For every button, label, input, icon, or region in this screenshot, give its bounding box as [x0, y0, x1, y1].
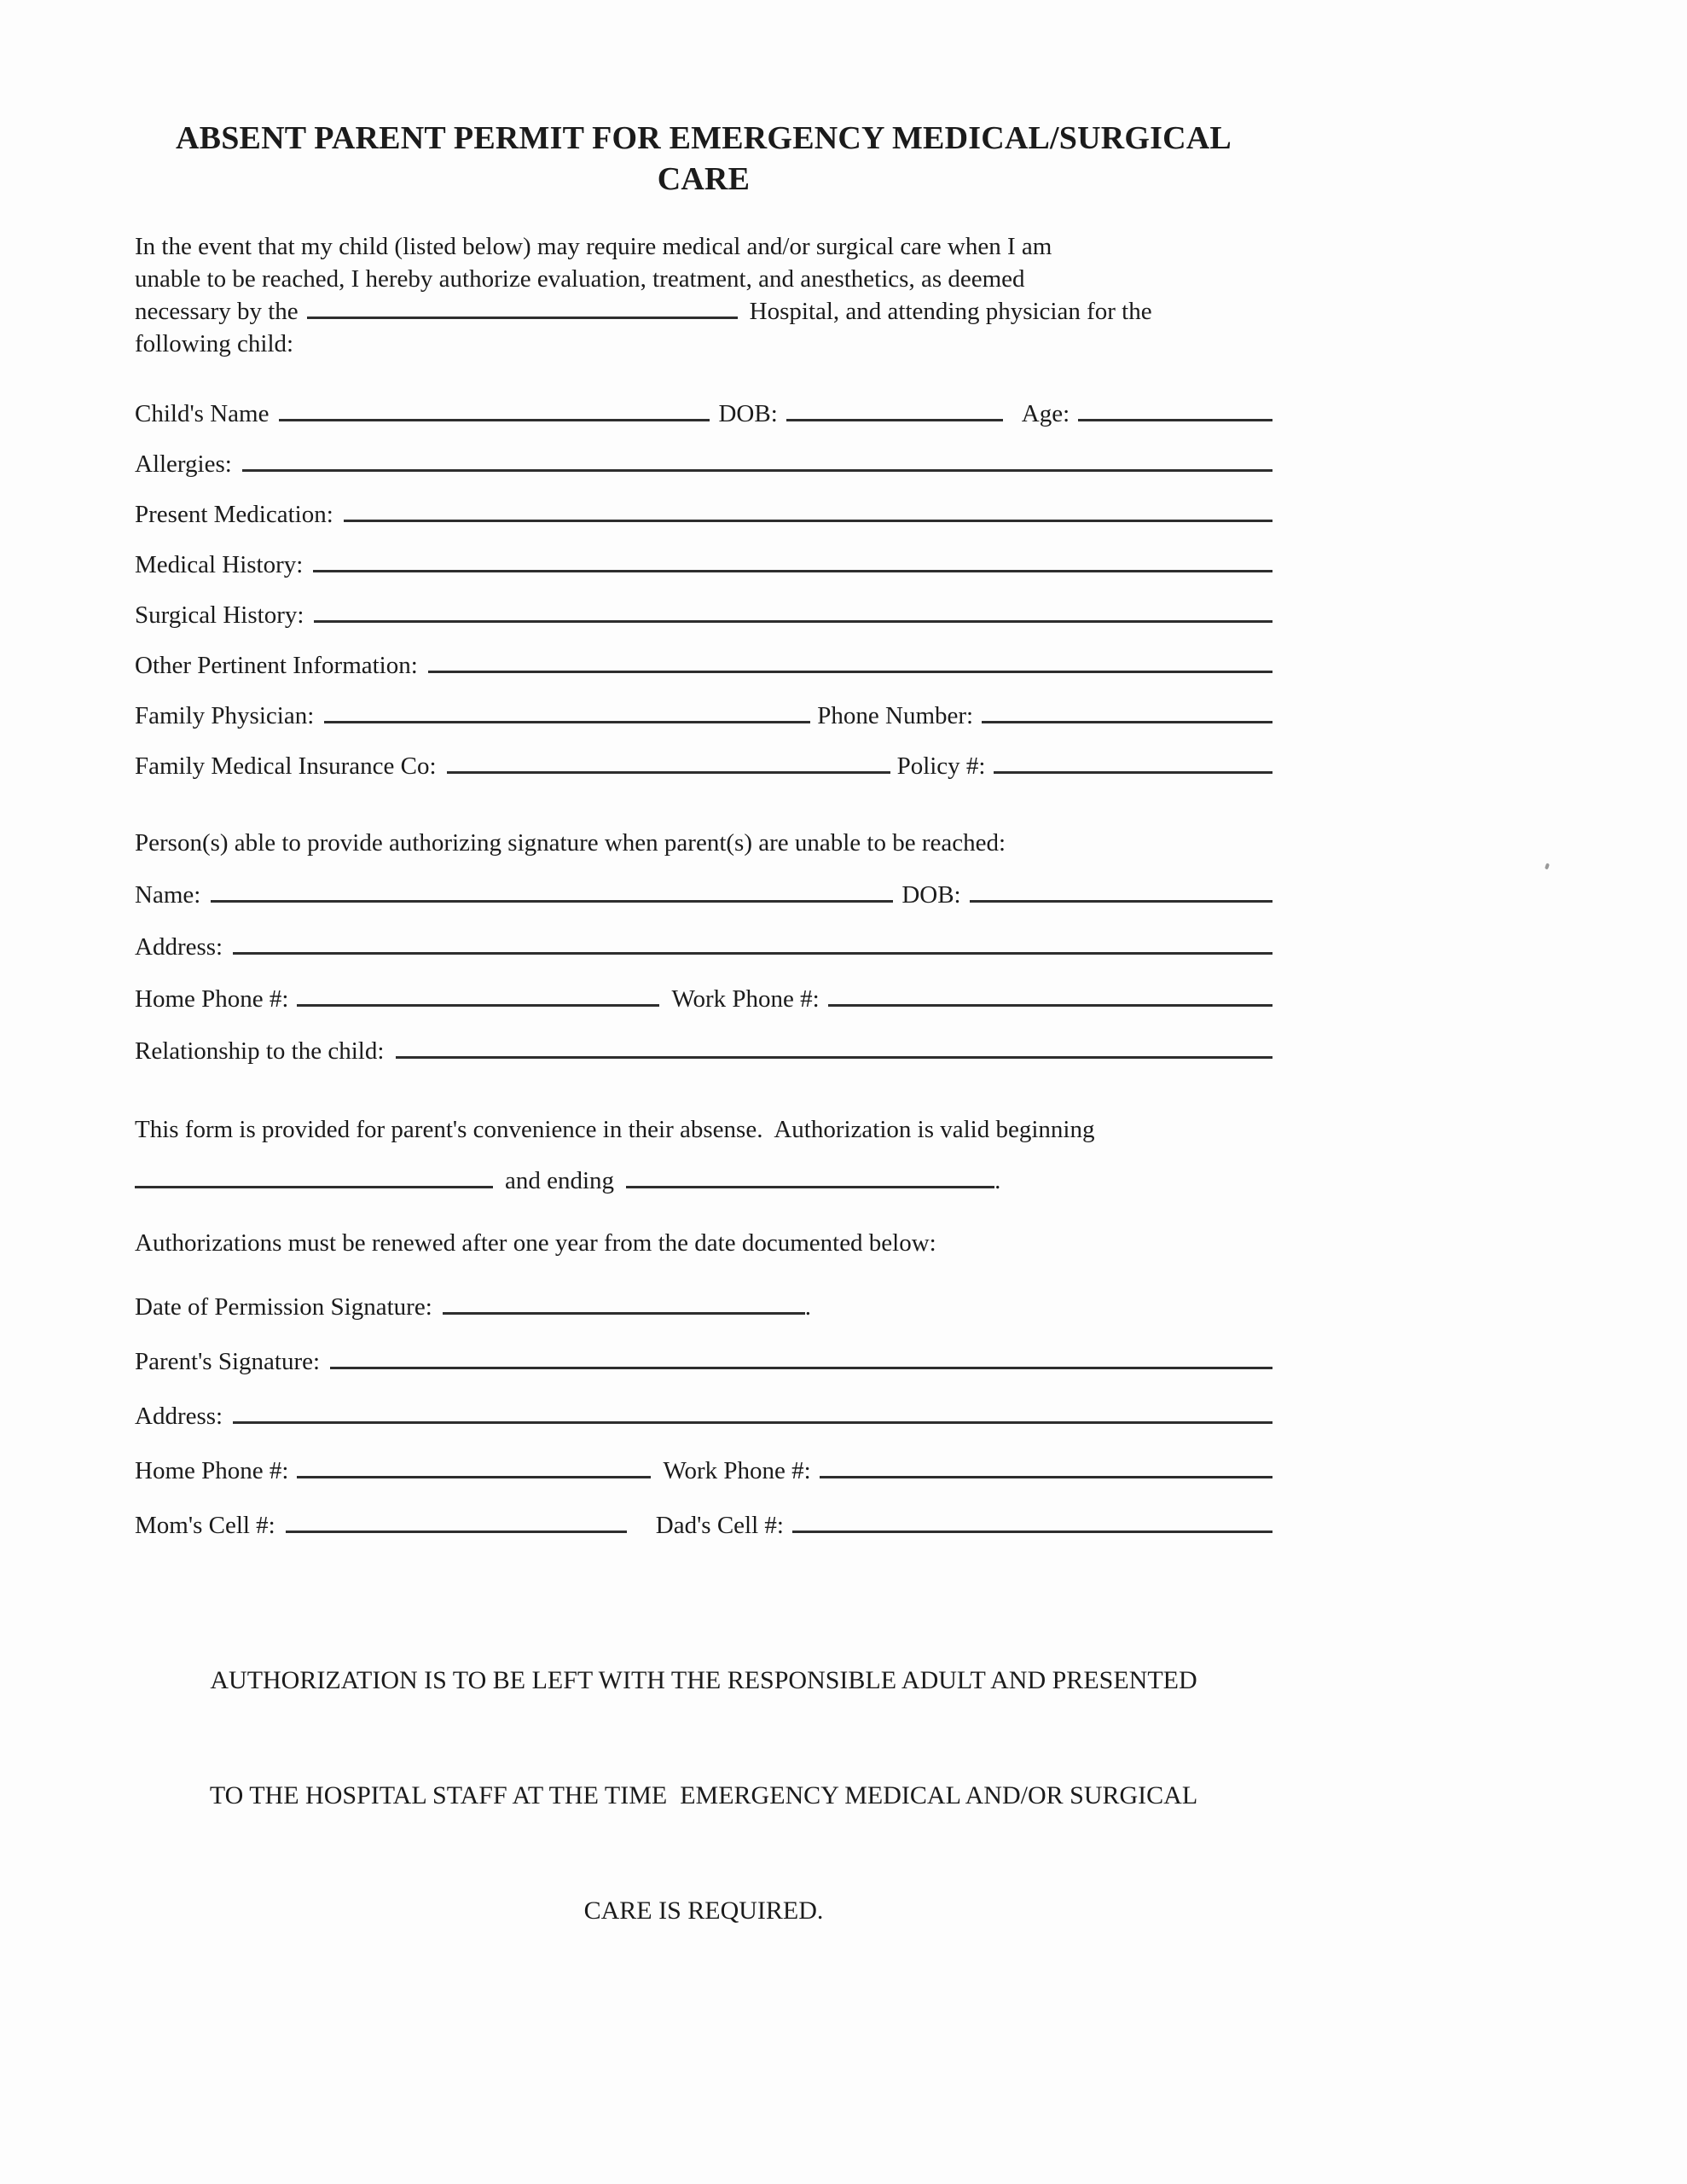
hospital-name-blank: [307, 317, 738, 319]
child-name-blank: [279, 419, 710, 421]
authorizer-name-label: Name:: [135, 881, 201, 909]
parent-home-phone-blank: [297, 1476, 651, 1478]
footer-notice: [135, 1584, 1272, 2007]
hospital-label-after: Hospital, and attending physician for the: [749, 298, 1152, 325]
intro-line-4: following child:: [135, 330, 294, 357]
policy-blank: [994, 771, 1272, 774]
medical-history-row: [135, 549, 1272, 581]
form-content: [135, 118, 1272, 2007]
footer-line-3: CARE IS REQUIRED.: [583, 1896, 824, 1925]
parent-signature-blank: [330, 1367, 1272, 1369]
surgical-history-blank: [314, 620, 1272, 623]
allergies-blank: [242, 469, 1272, 472]
policy-label: Policy #:: [896, 752, 986, 780]
present-medication-blank: [344, 520, 1272, 522]
parent-phones-row: [135, 1455, 1272, 1487]
dads-cell-label: Dad's Cell #:: [655, 1512, 784, 1539]
renewal-note: Authorizations must be renewed after one year from the date documented below:: [135, 1229, 936, 1257]
surgical-history-label: Surgical History:: [135, 601, 304, 629]
date-of-signature-blank: [443, 1312, 805, 1315]
intro-paragraph: [135, 230, 1272, 360]
validity-period: .: [994, 1167, 1001, 1194]
dads-cell-blank: [792, 1531, 1272, 1533]
present-medication-row: [135, 498, 1272, 531]
child-info-section: [135, 398, 1272, 782]
authorizer-name-blank: [211, 900, 893, 903]
family-physician-label: Family Physician:: [135, 702, 315, 729]
parent-home-phone-label: Home Phone #:: [135, 1457, 289, 1484]
allergies-row: [135, 448, 1272, 480]
medical-history-blank: [313, 570, 1272, 572]
authorizer-address-label: Address:: [135, 933, 223, 961]
authorizer-work-phone-blank: [828, 1004, 1272, 1007]
phone-number-blank: [982, 721, 1272, 723]
authorizer-home-phone-blank: [297, 1004, 659, 1007]
hospital-label-before: necessary by the: [135, 298, 299, 325]
authorizer-work-phone-label: Work Phone #:: [671, 985, 820, 1013]
and-ending-label: and ending: [505, 1167, 615, 1194]
insurance-blank: [447, 771, 890, 774]
footer-line-2: TO THE HOSPITAL STAFF AT THE TIME EMERGENCY MEDICAL AND/OR SURGICAL: [209, 1781, 1198, 1809]
child-dob-label: DOB:: [718, 400, 778, 427]
parent-work-phone-label: Work Phone #:: [663, 1457, 811, 1484]
intro-line-3: [135, 295, 1272, 328]
medical-history-label: Medical History:: [135, 551, 304, 578]
present-medication-label: Present Medication:: [135, 501, 333, 528]
parent-address-row: [135, 1400, 1272, 1432]
insurance-row: [135, 750, 1272, 782]
authorizer-home-phone-label: Home Phone #:: [135, 985, 289, 1013]
family-physician-row: [135, 700, 1272, 732]
parent-address-label: Address:: [135, 1403, 223, 1430]
parent-signature-row: [135, 1345, 1272, 1378]
date-of-signature-label: Date of Permission Signature:: [135, 1293, 432, 1321]
moms-cell-label: Mom's Cell #:: [135, 1512, 275, 1539]
authorizer-heading: Person(s) able to provide authorizing signature when parent(s) are unable to be reached:: [135, 829, 1006, 857]
authorizer-phones-row: [135, 983, 1272, 1015]
parent-work-phone-blank: [820, 1476, 1272, 1478]
date-period: .: [804, 1293, 812, 1321]
authorizer-name-row: [135, 879, 1272, 911]
valid-ending-blank: [626, 1186, 994, 1188]
child-name-label: Child's Name: [135, 400, 270, 427]
intro-line-1: In the event that my child (listed below) may require medical and/or surgical care when I am: [135, 233, 1052, 260]
cell-phones-row: [135, 1509, 1272, 1542]
valid-beginning-blank: [135, 1186, 493, 1188]
authorizer-address-row: [135, 931, 1272, 963]
intro-line-2: unable to be reached, I hereby authorize evaluation, treatment, and anesthetics, as deemed: [135, 265, 1025, 293]
relationship-blank: [396, 1056, 1272, 1059]
family-physician-blank: [324, 721, 810, 723]
surgical-history-row: [135, 599, 1272, 631]
other-info-label: Other Pertinent Information:: [135, 652, 418, 679]
insurance-label: Family Medical Insurance Co:: [135, 752, 437, 780]
moms-cell-blank: [286, 1531, 627, 1533]
authorizer-address-blank: [233, 952, 1272, 955]
scan-speck: [1545, 863, 1550, 870]
validity-line-1: This form is provided for parent's convenience in their absense. Authorization is valid beginning: [135, 1116, 1095, 1143]
child-dob-blank: [786, 419, 1003, 421]
allergies-label: Allergies:: [135, 450, 232, 478]
footer-line-1: AUTHORIZATION IS TO BE LEFT WITH THE RESPONSIBLE ADULT AND PRESENTED: [210, 1666, 1197, 1694]
other-info-blank: [428, 671, 1272, 673]
date-of-signature-row: [135, 1291, 1272, 1323]
form-title: ABSENT PARENT PERMIT FOR EMERGENCY MEDICAL/SURGICAL CARE: [176, 120, 1240, 197]
child-age-label: Age:: [1021, 400, 1070, 427]
phone-number-label: Phone Number:: [817, 702, 974, 729]
authorizer-dob-blank: [970, 900, 1272, 903]
relationship-label: Relationship to the child:: [135, 1037, 385, 1065]
authorizer-dob-label: DOB:: [901, 881, 961, 909]
parent-address-blank: [233, 1421, 1272, 1424]
validity-section: [135, 1113, 1272, 1542]
other-info-row: [135, 649, 1272, 682]
relationship-row: [135, 1035, 1272, 1067]
validity-line-2: [135, 1165, 1272, 1197]
child-name-row: [135, 398, 1272, 430]
child-age-blank: [1078, 419, 1272, 421]
parent-signature-label: Parent's Signature:: [135, 1348, 321, 1375]
authorizer-section: [135, 879, 1272, 1067]
